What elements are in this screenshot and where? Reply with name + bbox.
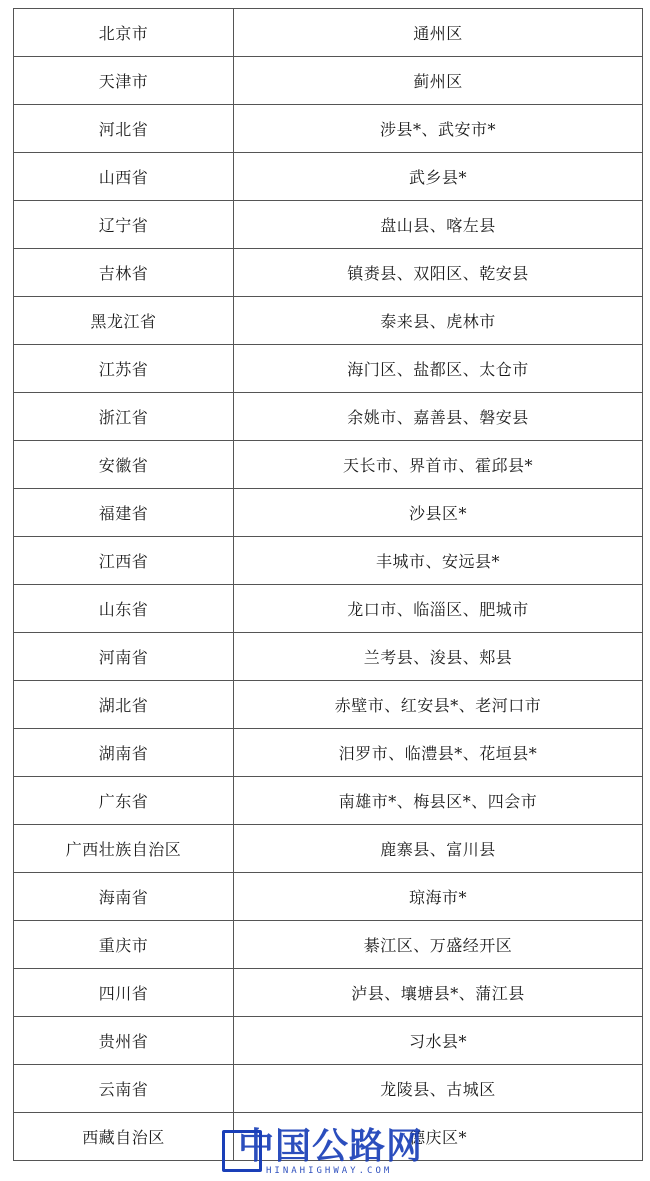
- province-cell: 海南省: [14, 873, 234, 921]
- table-row: [14, 201, 643, 249]
- province-cell: 辽宁省: [14, 201, 234, 249]
- province-cell: 湖北省: [14, 681, 234, 729]
- province-cell: 湖南省: [14, 729, 234, 777]
- province-cell: 贵州省: [14, 1017, 234, 1065]
- districts-cell: 蓟州区: [234, 57, 643, 105]
- province-cell: 北京市: [14, 9, 234, 57]
- districts-cell: 盘山县、喀左县: [234, 201, 643, 249]
- table-row: [14, 153, 643, 201]
- province-cell: 吉林省: [14, 249, 234, 297]
- table-row: [14, 537, 643, 585]
- table-row: [14, 1113, 643, 1161]
- table-row: [14, 57, 643, 105]
- province-cell: 浙江省: [14, 393, 234, 441]
- table-row: [14, 105, 643, 153]
- table-row: [14, 969, 643, 1017]
- table-row: [14, 297, 643, 345]
- districts-cell: 泸县、壤塘县*、蒲江县: [234, 969, 643, 1017]
- table-row: [14, 633, 643, 681]
- districts-cell: 泰来县、虎林市: [234, 297, 643, 345]
- table-row: [14, 249, 643, 297]
- province-cell: 黑龙江省: [14, 297, 234, 345]
- table-row: [14, 1065, 643, 1113]
- table-row: [14, 345, 643, 393]
- districts-cell: 通州区: [234, 9, 643, 57]
- districts-cell: 余姚市、嘉善县、磐安县: [234, 393, 643, 441]
- districts-cell: 鹿寨县、富川县: [234, 825, 643, 873]
- province-cell: 安徽省: [14, 441, 234, 489]
- province-cell: 天津市: [14, 57, 234, 105]
- districts-cell: 涉县*、武安市*: [234, 105, 643, 153]
- districts-cell: 綦江区、万盛经开区: [234, 921, 643, 969]
- watermark-title: 中国公路网: [238, 1126, 424, 1167]
- districts-cell: 沙县区*: [234, 489, 643, 537]
- table-row: [14, 921, 643, 969]
- districts-cell: 天长市、界首市、霍邱县*: [234, 441, 643, 489]
- county-list-table: [13, 8, 643, 1161]
- province-cell: 云南省: [14, 1065, 234, 1113]
- table-row: [14, 681, 643, 729]
- districts-cell: 习水县*: [234, 1017, 643, 1065]
- table-row: [14, 489, 643, 537]
- districts-cell: 龙陵县、古城区: [234, 1065, 643, 1113]
- watermark-url: HINAHIGHWAY.COM: [266, 1166, 393, 1176]
- districts-cell: 兰考县、浚县、郏县: [234, 633, 643, 681]
- province-cell: 广东省: [14, 777, 234, 825]
- districts-cell: 武乡县*: [234, 153, 643, 201]
- table-row: [14, 825, 643, 873]
- table-row: [14, 585, 643, 633]
- province-cell: 江西省: [14, 537, 234, 585]
- districts-cell: 海门区、盐都区、太仓市: [234, 345, 643, 393]
- table-row: [14, 777, 643, 825]
- province-cell: 重庆市: [14, 921, 234, 969]
- districts-cell: 南雄市*、梅县区*、四会市: [234, 777, 643, 825]
- districts-cell: 琼海市*: [234, 873, 643, 921]
- province-cell: 西藏自治区: [14, 1113, 234, 1161]
- table-row: [14, 441, 643, 489]
- province-cell: 河北省: [14, 105, 234, 153]
- table-row: [14, 729, 643, 777]
- districts-cell: 汨罗市、临澧县*、花垣县*: [234, 729, 643, 777]
- province-cell: 江苏省: [14, 345, 234, 393]
- county-list-table-wrapper: [13, 8, 642, 1161]
- districts-cell: 丰城市、安远县*: [234, 537, 643, 585]
- table-row: [14, 393, 643, 441]
- province-cell: 山东省: [14, 585, 234, 633]
- province-cell: 四川省: [14, 969, 234, 1017]
- province-cell: 广西壮族自治区: [14, 825, 234, 873]
- districts-cell: 镇赉县、双阳区、乾安县: [234, 249, 643, 297]
- table-row: [14, 9, 643, 57]
- table-row: [14, 1017, 643, 1065]
- province-cell: 福建省: [14, 489, 234, 537]
- districts-cell: 赤壁市、红安县*、老河口市: [234, 681, 643, 729]
- districts-cell: 龙口市、临淄区、肥城市: [234, 585, 643, 633]
- province-cell: 河南省: [14, 633, 234, 681]
- districts-cell: 德庆区*: [234, 1113, 643, 1161]
- province-cell: 山西省: [14, 153, 234, 201]
- table-row: [14, 873, 643, 921]
